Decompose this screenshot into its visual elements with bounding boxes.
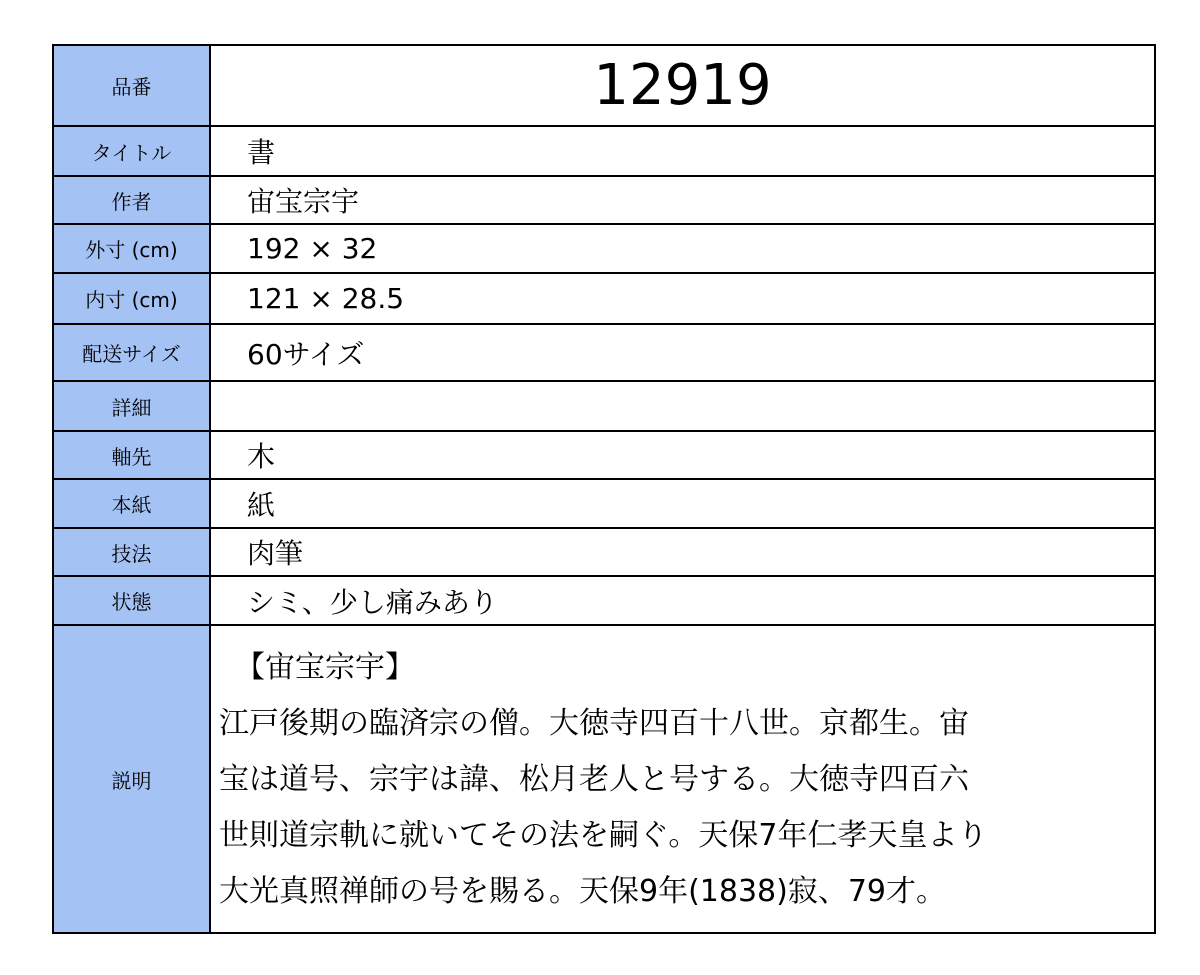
value-inner-size: 121 × 28.5: [210, 273, 1155, 324]
row-author: [53, 176, 1155, 224]
row-details: [53, 381, 1155, 431]
value-shipping-size: 60サイズ: [210, 324, 1155, 381]
value-base-material: 紙: [210, 479, 1155, 528]
label-inner-size: 内寸 (cm): [53, 273, 210, 324]
value-details: [210, 381, 1155, 431]
value-technique: 肉筆: [210, 528, 1155, 576]
row-roller-end: [53, 431, 1155, 479]
description-line: 宝は道号、宗宇は諱、松月老人と号する。大徳寺四百六: [219, 762, 969, 797]
label-item-number: 品番: [53, 45, 210, 126]
label-details: 詳細: [53, 381, 210, 431]
row-description: [53, 625, 1155, 933]
label-description: 説明: [53, 625, 210, 933]
value-author: 宙宝宗宇: [210, 176, 1155, 224]
description-line: 江戸後期の臨済宗の僧。大徳寺四百十八世。京都生。宙: [219, 706, 969, 741]
description-line: 世則道宗軌に就いてその法を嗣ぐ。天保7年仁孝天皇より: [219, 818, 988, 853]
value-outer-size: 192 × 32: [210, 224, 1155, 273]
row-item-number: [53, 45, 1155, 126]
row-technique: [53, 528, 1155, 576]
label-condition: 状態: [53, 576, 210, 625]
label-title: タイトル: [53, 126, 210, 176]
label-technique: 技法: [53, 528, 210, 576]
description-heading: 【宙宝宗宇】: [235, 650, 415, 685]
row-outer-size: [53, 224, 1155, 273]
value-title: 書: [210, 126, 1155, 176]
value-condition: シミ、少し痛みあり: [210, 576, 1155, 625]
value-description: [210, 625, 1155, 933]
label-outer-size: 外寸 (cm): [53, 224, 210, 273]
row-title: [53, 126, 1155, 176]
description-line: 大光真照禅師の号を賜る。天保9年(1838)寂、79才。: [219, 874, 947, 909]
row-inner-size: [53, 273, 1155, 324]
row-base-material: [53, 479, 1155, 528]
value-roller-end: 木: [210, 431, 1155, 479]
value-item-number: 12919: [210, 45, 1155, 126]
label-base-material: 本紙: [53, 479, 210, 528]
label-author: 作者: [53, 176, 210, 224]
row-shipping-size: [53, 324, 1155, 381]
item-spec-table: [52, 44, 1156, 934]
label-shipping-size: 配送サイズ: [53, 324, 210, 381]
row-condition: [53, 576, 1155, 625]
label-roller-end: 軸先: [53, 431, 210, 479]
